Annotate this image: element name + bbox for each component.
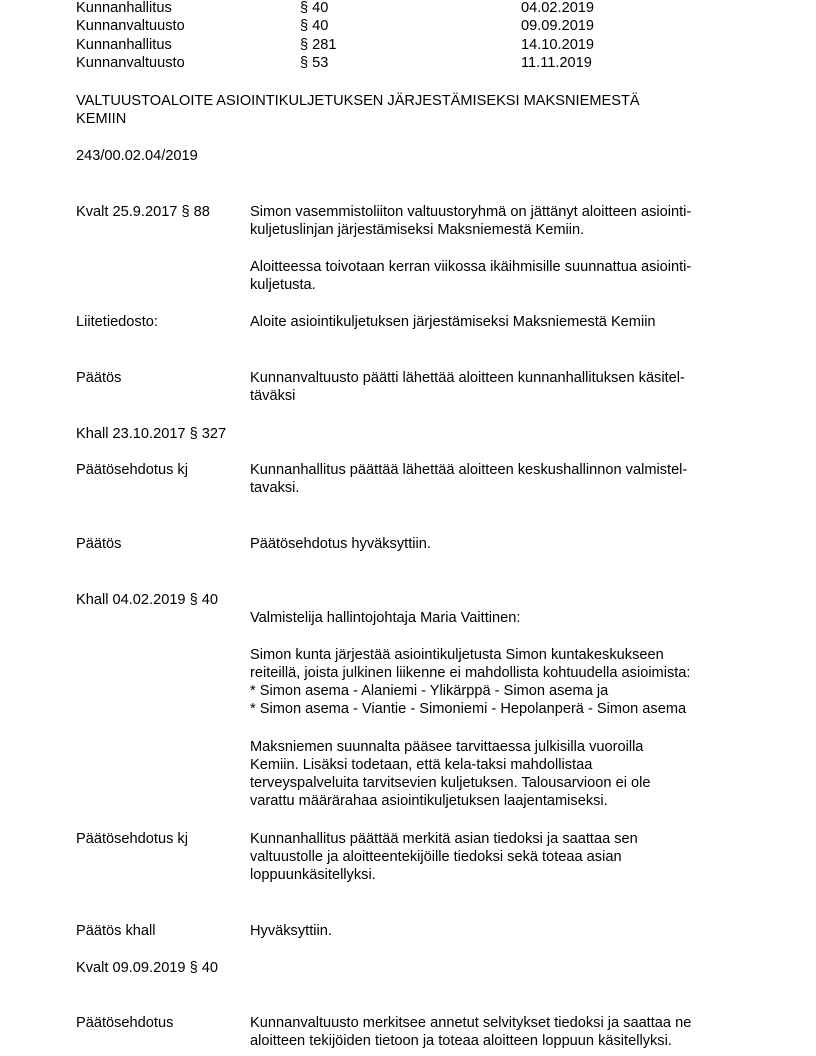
history-body: Kunnanhallitus — [76, 0, 172, 16]
preparer-line: Valmistelija hallintojohtaja Maria Vaittinen: — [250, 610, 521, 626]
khall-2019-label: Khall 04.02.2019 § 40 — [76, 592, 219, 608]
route-item: * Simon asema - Alaniemi - Ylikärppä - Simon asema ja — [250, 683, 609, 699]
text-line: aloitteen tekijöiden tietoon ja toteaa aloitteen loppuun käsitellyksi. — [250, 1033, 672, 1049]
diary-number: 243/00.02.04/2019 — [76, 148, 198, 164]
kvalt-2017-paragraph-1 — [250, 203, 691, 239]
route-item: * Simon asema - Viantie - Simoniemi - Hepolanperä - Simon asema — [250, 701, 687, 717]
text-line: reiteillä, joista julkinen liikenne ei mahdollista kohtuudella asioimista: — [250, 665, 691, 681]
khall-2019-decision-label: Päätös khall — [76, 923, 156, 939]
kvalt-2019-proposal — [250, 1014, 691, 1050]
text-line: Simon vasemmistoliiton valtuustoryhmä on jättänyt aloitteen asiointi- — [250, 204, 692, 220]
history-body: Kunnanvaltuusto — [76, 18, 185, 34]
text-line: terveyspalveluita tarvitsevien kuljetuksen. Talousarvioon ei ole — [250, 775, 651, 791]
kvalt-2019-label: Kvalt 09.09.2019 § 40 — [76, 960, 218, 976]
kvalt-2017-paragraph-2 — [250, 258, 691, 294]
khall-2017-label: Khall 23.10.2017 § 327 — [76, 426, 227, 442]
kvalt-2017-decision-label: Päätös — [76, 370, 122, 386]
text-line: varattu määrärahaa asiointikuljetuksen laajentamiseksi. — [250, 793, 608, 809]
history-body: Kunnanhallitus — [76, 37, 172, 53]
document-title: VALTUUSTOALOITE ASIOINTIKULJETUKSEN JÄRJESTÄMISEKSI MAKSNIEMESTÄ — [76, 93, 640, 109]
text-line: täväksi — [250, 388, 296, 404]
text-line: Kemiin. Lisäksi todetaan, että kela-taksi mahdollistaa — [250, 757, 593, 773]
text-line: kuljetusta. — [250, 277, 316, 293]
history-section: § 40 — [300, 18, 329, 34]
history-body: Kunnanvaltuusto — [76, 55, 185, 71]
text-line: Kunnanhallitus päättää merkitä asian tiedoksi ja saattaa sen — [250, 831, 638, 847]
khall-2019-paragraph-2 — [250, 738, 650, 810]
history-date: 09.09.2019 — [521, 18, 595, 34]
khall-2019-proposal — [250, 830, 638, 884]
attachment-text: Aloite asiointikuljetuksen järjestämiseksi Maksniemestä Kemiin — [250, 314, 656, 330]
text-line: Simon kunta järjestää asiointikuljetusta Simon kuntakeskukseen — [250, 647, 664, 663]
history-section: § 281 — [300, 37, 337, 53]
khall-2017-decision: Päätösehdotus hyväksyttiin. — [250, 536, 431, 552]
attachment-label: Liitetiedosto: — [76, 314, 158, 330]
kvalt-2017-decision — [250, 369, 685, 405]
khall-2017-proposal — [250, 461, 687, 497]
khall-2019-decision: Hyväksyttiin. — [250, 923, 332, 939]
history-section: § 40 — [300, 0, 329, 16]
kvalt-2019-proposal-label: Päätösehdotus — [76, 1015, 174, 1031]
text-line: Kunnanvaltuusto päätti lähettää aloitteen kunnanhallituksen käsitel- — [250, 370, 685, 386]
text-line: Kunnanhallitus päättää lähettää aloitteen keskushallinnon valmistel- — [250, 462, 688, 478]
khall-2017-decision-label: Päätös — [76, 536, 122, 552]
text-line: Aloitteessa toivotaan kerran viikossa ikäihmisille suunnattua asiointi- — [250, 259, 692, 275]
khall-2019-proposal-label: Päätösehdotus kj — [76, 831, 188, 847]
kvalt-2017-label: Kvalt 25.9.2017 § 88 — [76, 204, 210, 220]
text-line: valtuustolle ja aloitteentekijöille tiedoksi sekä toteaa asian — [250, 849, 622, 865]
history-date: 14.10.2019 — [521, 37, 595, 53]
khall-2017-proposal-label: Päätösehdotus kj — [76, 462, 188, 478]
text-line: Kunnanvaltuusto merkitsee annetut selvitykset tiedoksi ja saattaa ne — [250, 1015, 692, 1031]
text-line: Maksniemen suunnalta pääsee tarvittaessa julkisilla vuoroilla — [250, 739, 644, 755]
document-title-continued: KEMIIN — [76, 111, 127, 127]
text-line: tavaksi. — [250, 480, 300, 496]
history-date: 04.02.2019 — [521, 0, 595, 16]
history-section: § 53 — [300, 55, 329, 71]
history-date: 11.11.2019 — [521, 55, 592, 71]
text-line: loppuunkäsitellyksi. — [250, 867, 376, 883]
text-line: kuljetuslinjan järjestämiseksi Maksniemestä Kemiin. — [250, 222, 585, 238]
khall-2019-paragraph-1 — [250, 646, 690, 718]
